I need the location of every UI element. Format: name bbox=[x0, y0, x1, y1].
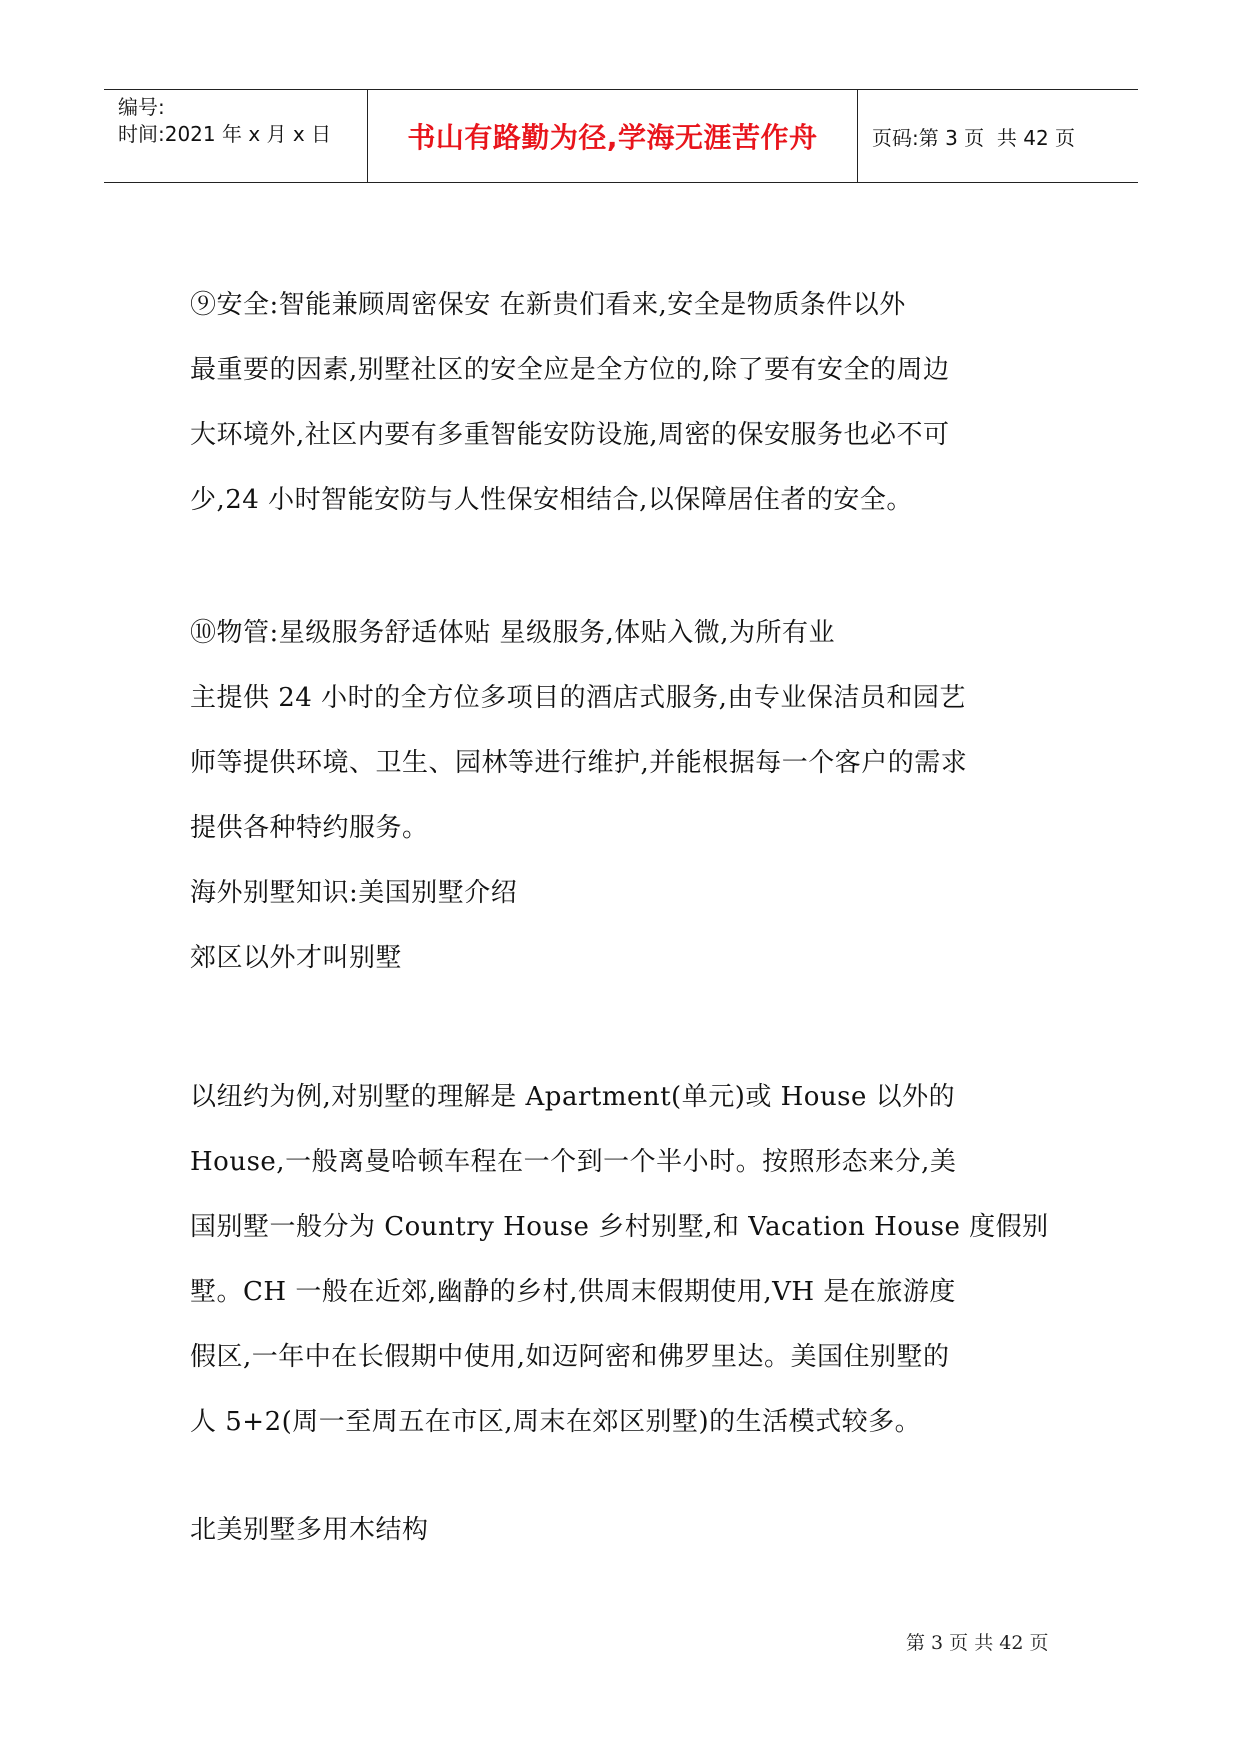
heading-text: 郊区以外才叫别墅 bbox=[190, 943, 403, 973]
document-number: 编号: bbox=[118, 95, 165, 119]
text-line: 最重要的因素,别墅社区的安全应是全方位的,除了要有安全的周边 bbox=[190, 355, 950, 385]
header-motto: 书山有路勤为径,学海无涯苦作舟 bbox=[368, 90, 858, 182]
header-info bbox=[104, 90, 368, 182]
text-line: 墅。CH 一般在近郊,幽静的乡村,供周末假期使用,VH 是在旅游度 bbox=[190, 1277, 956, 1307]
text-line: 主提供 24 小时的全方位多项目的酒店式服务,由专业保洁员和园艺 bbox=[190, 683, 966, 713]
text-line: ⑩物管:星级服务舒适体贴 星级服务,体贴入微,为所有业 bbox=[190, 618, 836, 648]
text-line: 大环境外,社区内要有多重智能安防设施,周密的保安服务也必不可 bbox=[190, 420, 950, 450]
heading-text: 海外别墅知识:美国别墅介绍 bbox=[190, 878, 518, 908]
heading-text: 北美别墅多用木结构 bbox=[190, 1515, 429, 1545]
text-line: ⑨安全:智能兼顾周密保安 在新贵们看来,安全是物质条件以外 bbox=[190, 290, 906, 320]
page-header bbox=[104, 89, 1138, 183]
header-page-number bbox=[858, 90, 1138, 182]
text-line: 国别墅一般分为 Country House 乡村别墅,和 Vacation House 度假别 bbox=[190, 1212, 1049, 1242]
paragraph-new-york bbox=[190, 1065, 1070, 1455]
text-line: 师等提供环境、卫生、园林等进行维护,并能根据每一个客户的需求 bbox=[190, 748, 968, 778]
page-footer: 第 3 页 共 42 页 bbox=[906, 1632, 1049, 1654]
text-line: 人 5+2(周一至周五在市区,周末在郊区别墅)的生活模式较多。 bbox=[190, 1407, 922, 1437]
text-line: 少,24 小时智能安防与人性保安相结合,以保障居住者的安全。 bbox=[190, 485, 913, 515]
heading-suburb-villa bbox=[190, 926, 1070, 991]
heading-wood-structure bbox=[190, 1498, 1070, 1563]
text-line: 以纽约为例,对别墅的理解是 Apartment(单元)或 House 以外的 bbox=[190, 1082, 956, 1112]
text-line: House,一般离曼哈顿车程在一个到一个半小时。按照形态来分,美 bbox=[190, 1147, 957, 1177]
paragraph-property-management bbox=[190, 601, 1070, 861]
text-line: 提供各种特约服务。 bbox=[190, 813, 429, 843]
paragraph-security bbox=[190, 273, 1070, 533]
document-time: 时间:2021 年 x 月 x 日 bbox=[118, 122, 332, 146]
header-page-label: 页码:第 3 页 共 42 页 bbox=[872, 125, 1076, 150]
heading-overseas-villa bbox=[190, 861, 1070, 926]
text-line: 假区,一年中在长假期中使用,如迈阿密和佛罗里达。美国住别墅的 bbox=[190, 1342, 950, 1372]
